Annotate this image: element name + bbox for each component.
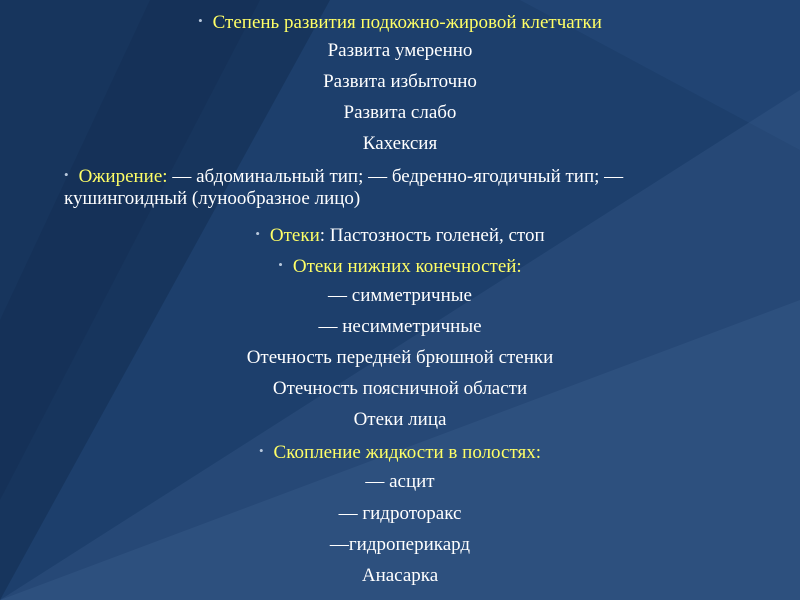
line-text: Развита избыточно <box>323 71 477 92</box>
line-weak <box>0 102 800 124</box>
line-text: — симметричные <box>328 285 472 306</box>
line-asymmetric <box>0 316 800 338</box>
line-text: Развита слабо <box>343 102 457 123</box>
line-abdominal-wall <box>0 347 800 369</box>
line-text: —гидроперикард <box>329 534 471 555</box>
line-moderate <box>0 40 800 62</box>
obesity-label: Ожирение: <box>78 166 168 187</box>
obesity-line <box>64 164 724 210</box>
lower-edema-text: Отеки нижних конечностей: <box>292 256 522 277</box>
line-face <box>0 409 800 431</box>
line-text: Развита умеренно <box>327 40 473 61</box>
line-lumbar <box>0 378 800 400</box>
edema-label: Отеки <box>269 225 320 246</box>
bullet-icon: • <box>255 226 260 241</box>
obesity-text: — абдоминальный тип; — бедренно-ягодичный тип; — кушингоидный (лунообразное лицо) <box>64 166 624 209</box>
bullet-icon: • <box>64 167 69 182</box>
line-excessive <box>0 71 800 93</box>
line-ascites <box>0 471 800 493</box>
heading-text: Степень развития подкожно-жировой клетчатки <box>212 12 602 33</box>
line-text: Отеки лица <box>353 409 447 430</box>
bullet-icon: • <box>278 257 283 272</box>
bullet-icon: • <box>258 443 264 458</box>
line-text: Отечность передней брюшной стенки <box>246 347 554 368</box>
bullet-icon: • <box>198 13 203 28</box>
line-text: — гидроторакс <box>338 503 462 524</box>
line-text: — несимметричные <box>318 316 482 337</box>
heading-line <box>0 10 800 34</box>
cavity-line <box>0 440 800 464</box>
line-text: — асцит <box>365 471 435 492</box>
line-hydrothorax <box>0 503 800 525</box>
line-cachexia <box>0 133 800 155</box>
edema-line <box>0 223 800 247</box>
line-symmetric <box>0 285 800 307</box>
line-text: Кахексия <box>362 133 438 154</box>
line-hydropericard <box>0 534 800 556</box>
line-anasarca <box>0 565 800 587</box>
edema-text: : Пастозность голеней, стоп <box>319 225 545 246</box>
cavity-text: Скопление жидкости в полостях: <box>273 442 542 463</box>
line-text: Анасарка <box>361 565 439 586</box>
line-text: Отечность поясничной области <box>272 378 528 399</box>
lower-edema-line <box>0 254 800 278</box>
